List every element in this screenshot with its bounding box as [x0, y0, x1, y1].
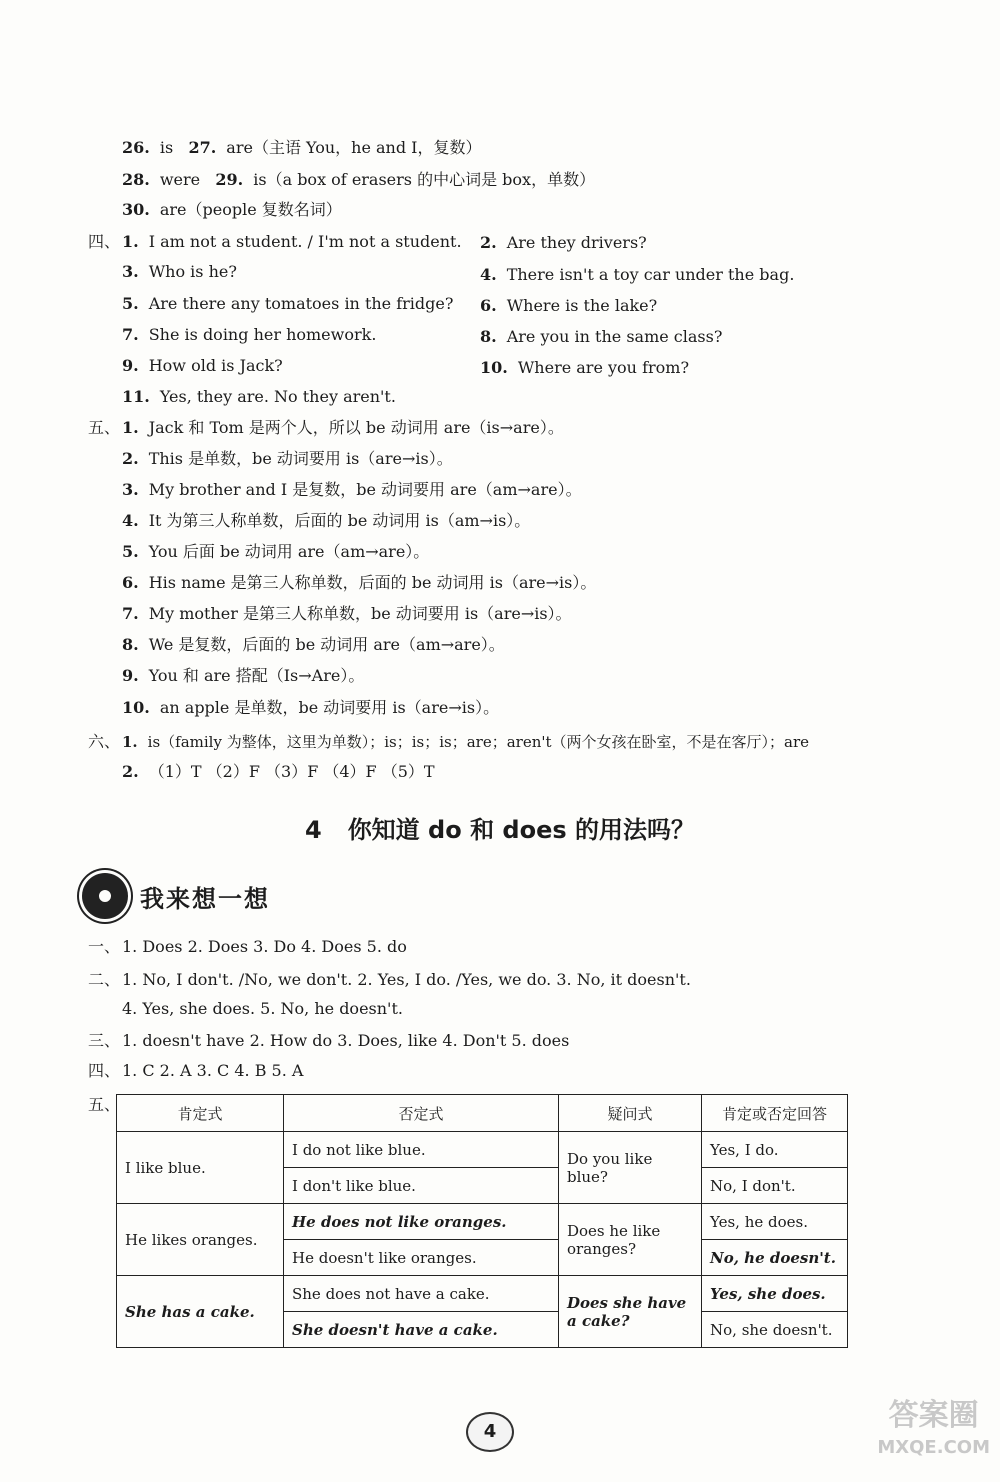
s4-item-6: 6. Where is the lake?	[480, 296, 658, 315]
cell-negative: He doesn't like oranges.	[284, 1240, 559, 1276]
cell-negative: I do not like blue.	[284, 1132, 559, 1168]
p2-section-3: 三、 1. doesn't have 2. How do 3. Does, like 4. Don't 5. does	[88, 1031, 570, 1050]
sentence-forms-table	[116, 1094, 848, 1348]
s5-item-8: 8. We 是复数，后面的 be 动词用 are（am→are）。	[122, 635, 505, 654]
s5-item-9: 9. You 和 are 搭配（Is→Are）。	[122, 666, 365, 685]
header-affirmative: 肯定式	[117, 1095, 284, 1132]
cell-negative: He does not like oranges.	[284, 1204, 559, 1240]
s4-item-9: 9. How old is Jack?	[122, 356, 283, 375]
table-row	[117, 1276, 848, 1312]
s4-item-2: 2. Are they drivers?	[480, 233, 647, 252]
cell-answer: Yes, I do.	[702, 1132, 848, 1168]
s4-item-5: 5. Are there any tomatoes in the fridge?	[122, 294, 454, 313]
cell-question: Does she have a cake?	[559, 1276, 702, 1348]
cell-answer: No, she doesn't.	[702, 1312, 848, 1348]
header-negative: 否定式	[284, 1095, 559, 1132]
answer-line-30: 30. are（people 复数名词）	[122, 200, 342, 219]
s6-item-2: 2. （1）T （2）F （3）F （4）F （5）T	[122, 762, 435, 781]
cell-answer: Yes, she does.	[702, 1276, 848, 1312]
p2-section-1: 一、 1. Does 2. Does 3. Do 4. Does 5. do	[88, 937, 407, 956]
p2-section-5-label: 五、	[88, 1095, 121, 1114]
section-4-label: 四、	[88, 232, 121, 251]
s4-item-10: 10. Where are you from?	[480, 358, 690, 377]
p2-section-2-line2: 4. Yes, she does. 5. No, he doesn't.	[122, 999, 403, 1018]
s5-item-10: 10. an apple 是单数，be 动词要用 is（are→is）。	[122, 698, 500, 717]
cell-answer: Yes, he does.	[702, 1204, 848, 1240]
watermark-logo: 答案圈 MXQE.COM	[877, 1398, 990, 1458]
s5-item-5: 5. You 后面 be 动词用 are（am→are）。	[122, 542, 430, 561]
s4-item-7: 7. She is doing her homework.	[122, 325, 377, 344]
answer-line-26: 26. is 27. are（主语 You，he and I，复数）	[122, 138, 482, 157]
answer-line-28: 28. were 29. is（a box of erasers 的中心词是 box，单数）	[122, 170, 596, 189]
s4-item-3: 3. Who is he?	[122, 262, 237, 281]
s5-item-4: 4. It 为第三人称单数，后面的 be 动词用 is（am→is）。	[122, 511, 531, 530]
s4-item-11: 11. Yes, they are. No they aren't.	[122, 387, 396, 406]
cell-negative: She doesn't have a cake.	[284, 1312, 559, 1348]
table-row	[117, 1204, 848, 1240]
section-5-label: 五、	[88, 418, 121, 437]
section-banner: 我来想一想	[82, 872, 270, 920]
s5-item-1: 1. Jack 和 Tom 是两个人，所以 be 动词用 are（is→are）。	[122, 418, 564, 437]
page-number: 4	[466, 1412, 514, 1452]
cell-affirmative: He likes oranges.	[117, 1204, 284, 1276]
table-header-row	[117, 1095, 848, 1132]
header-answer: 肯定或否定回答	[702, 1095, 848, 1132]
cell-answer: No, he doesn't.	[702, 1240, 848, 1276]
cell-answer: No, I don't.	[702, 1168, 848, 1204]
cell-question: Does he like oranges?	[559, 1204, 702, 1276]
cell-affirmative: I like blue.	[117, 1132, 284, 1204]
cell-negative: She does not have a cake.	[284, 1276, 559, 1312]
cell-affirmative: She has a cake.	[117, 1276, 284, 1348]
gear-icon	[82, 873, 128, 919]
s5-item-3: 3. My brother and I 是复数，be 动词要用 are（am→are）。	[122, 480, 582, 499]
p2-section-4: 四、 1. C 2. A 3. C 4. B 5. A	[88, 1061, 304, 1080]
section-6-label: 六、	[88, 732, 121, 751]
s5-item-2: 2. This 是单数，be 动词要用 is（are→is）。	[122, 449, 453, 468]
s6-item-1: 1. is（family 为整体，这里为单数）；is；is；is；are；aren't（两个女孩在卧室，不是在客厅）；are	[122, 733, 809, 751]
cell-negative: I don't like blue.	[284, 1168, 559, 1204]
p2-section-2: 二、 1. No, I don't. /No, we don't. 2. Yes, I do. /Yes, we do. 3. No, it doesn't.	[88, 970, 691, 989]
s4-item-4: 4. There isn't a toy car under the bag.	[480, 265, 795, 284]
chapter-title: 4 你知道 do 和 does 的用法吗？	[304, 816, 696, 844]
s5-item-6: 6. His name 是第三人称单数，后面的 be 动词用 is（are→is）。	[122, 573, 597, 592]
s5-item-7: 7. My mother 是第三人称单数，be 动词要用 is（are→is）。	[122, 604, 572, 623]
s4-item-1: 1. I am not a student. / I'm not a student.	[122, 232, 462, 251]
cell-question: Do you like blue?	[559, 1132, 702, 1204]
header-question: 疑问式	[559, 1095, 702, 1132]
table-row	[117, 1132, 848, 1168]
s4-item-8: 8. Are you in the same class?	[480, 327, 723, 346]
